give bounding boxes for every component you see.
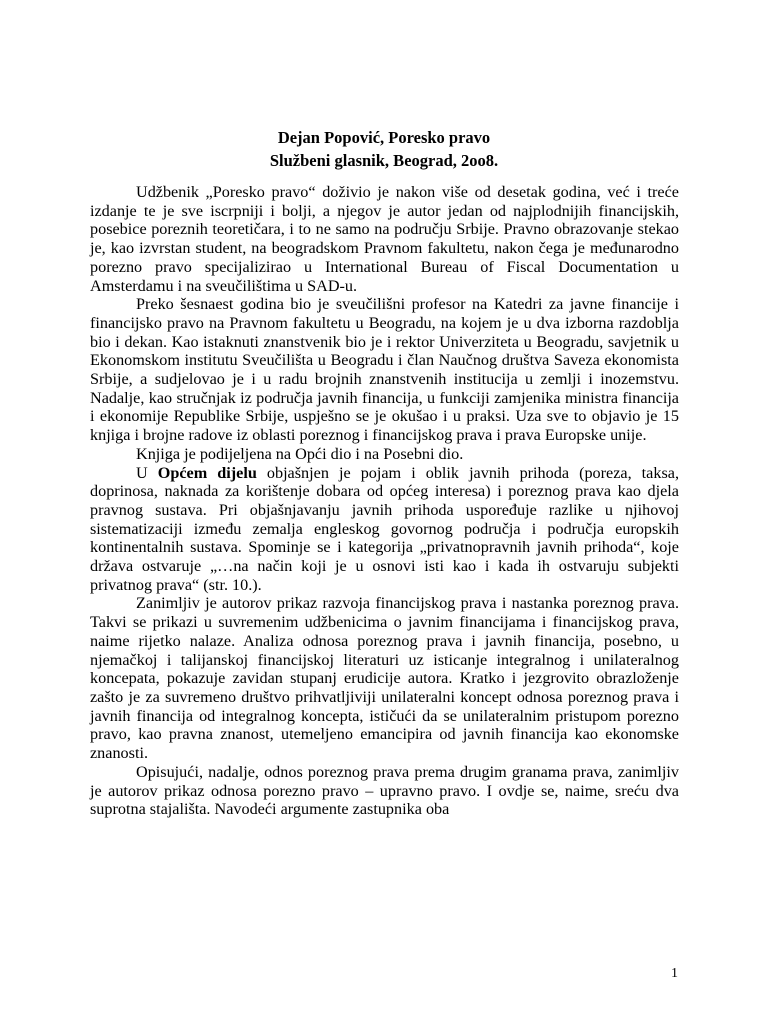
header-author-title: Dejan Popović, Poresko pravo [277, 128, 491, 147]
paragraph-text: Preko šesnaest godina bio je sveučilišni profesor na Katedri za javne financije i financijsko pravo na Pravnom fakultetu u Beogradu, na kojem je u dva izborna razdoblja bio i dekan. Kao istaknuti znanstvenik bio je i rektor Univerziteta u Beogradu, savjetnik u Ekonomskom institutu Sveučilišta u Beogradu i član Naučnog društva Saveza ekonomista Srbije, a sudjelovao je i u radu brojnih znanstvenih institucija u zemlji i inozemstvu. Nadalje, kao stručnjak iz područja javnih financija, u funkciji zamjenika ministra financija i ekonomije Republike Srbije, uspješno se je okušao i u praksi. Uza sve to objavio je 15 knjiga i brojne radove iz oblasti poreznog i financijskog prava i prava Europske unije. [90, 295, 679, 445]
paragraph-1 [90, 183, 679, 295]
page-number: 1 [671, 966, 678, 981]
document-header [90, 126, 678, 172]
paragraph-text: Knjiga je podijeljena na Opći dio i na Posebni dio. [136, 444, 464, 463]
paragraph-6 [90, 763, 679, 819]
document-body [90, 183, 679, 819]
paragraph-lead: U [136, 463, 158, 482]
paragraph-2 [90, 295, 679, 445]
paragraph-5 [90, 594, 679, 762]
paragraph-text: Opisujući, nadalje, odnos poreznog prava prema drugim granama prava, zanimljiv je autorov prikaz odnosa porezno pravo – upravno pravo. I ovdje se, naime, sreću dva suprotna stajališta. Navodeći argumente zastupnika oba [90, 762, 679, 819]
paragraph-4 [90, 464, 679, 595]
paragraph-3 [90, 445, 679, 464]
paragraph-text: objašnjen je pojam i oblik javnih prihoda (poreza, taksa, doprinosa, naknada za korištenje dobara od općeg interesa) i poreznog prava kao djela pravnog sustava. Pri objašnjavanju javnih prihoda uspoređuje razlike u njihovoj sistematizaciji između zemalja engleskog govornog područja i područja europskih kontinentalnih sustava. Spominje se i kategorija „privatnopravnih javnih prihoda“, koje država ostvaruje „…na način koji je u osnovi isti kao i kada ih ostvaruju subjekti privatnog prava“ (str. 10.). [90, 463, 679, 594]
header-publisher: Službeni glasnik, Beograd, 2oo8. [269, 151, 499, 170]
paragraph-text: Zanimljiv je autorov prikaz razvoja financijskog prava i nastanka poreznog prava. Takvi se prikazi u suvremenim udžbenicima o javnim financijama i financijskog prava, naime rijetko nalaze. Analiza odnosa poreznog prava i javnih financija, posebno, u njemačkoj i talijanskoj financijskoj literaturi uz isticanje integralnog i unilateralnog koncepata, pokazuje zavidan stupanj erudicije autora. Kratko i jezgrovito obrazloženje zašto je za suvremeno društvo prihvatljiviji unilateralni koncept odnosa poreznog prava i javnih financija od integralnog koncepta, ističući da se unilateralnim pristupom porezno pravo, kao pravna znanost, utemeljeno emancipira od javnih financija kao ekonomske znanosti. [90, 594, 679, 763]
paragraph-text: Udžbenik „Poresko pravo“ doživio je nakon više od desetak godina, već i treće izdanje te je sve iscrpniji i bolji, a njegov je autor jedan od najplodnijih financijskih, posebice poreznih teoretičara, i to ne samo na području Srbije. Pravno obrazovanje stekao je, kao izvrstan student, na beogradskom Pravnom fakultetu, nakon čega je međunarodno porezno pravo specijalizirao u International Bureau of Fiscal Documentation u Amsterdamu i na sveučilištima u SAD-u. [90, 183, 679, 295]
paragraph-bold-term: Općem dijelu [157, 463, 257, 482]
